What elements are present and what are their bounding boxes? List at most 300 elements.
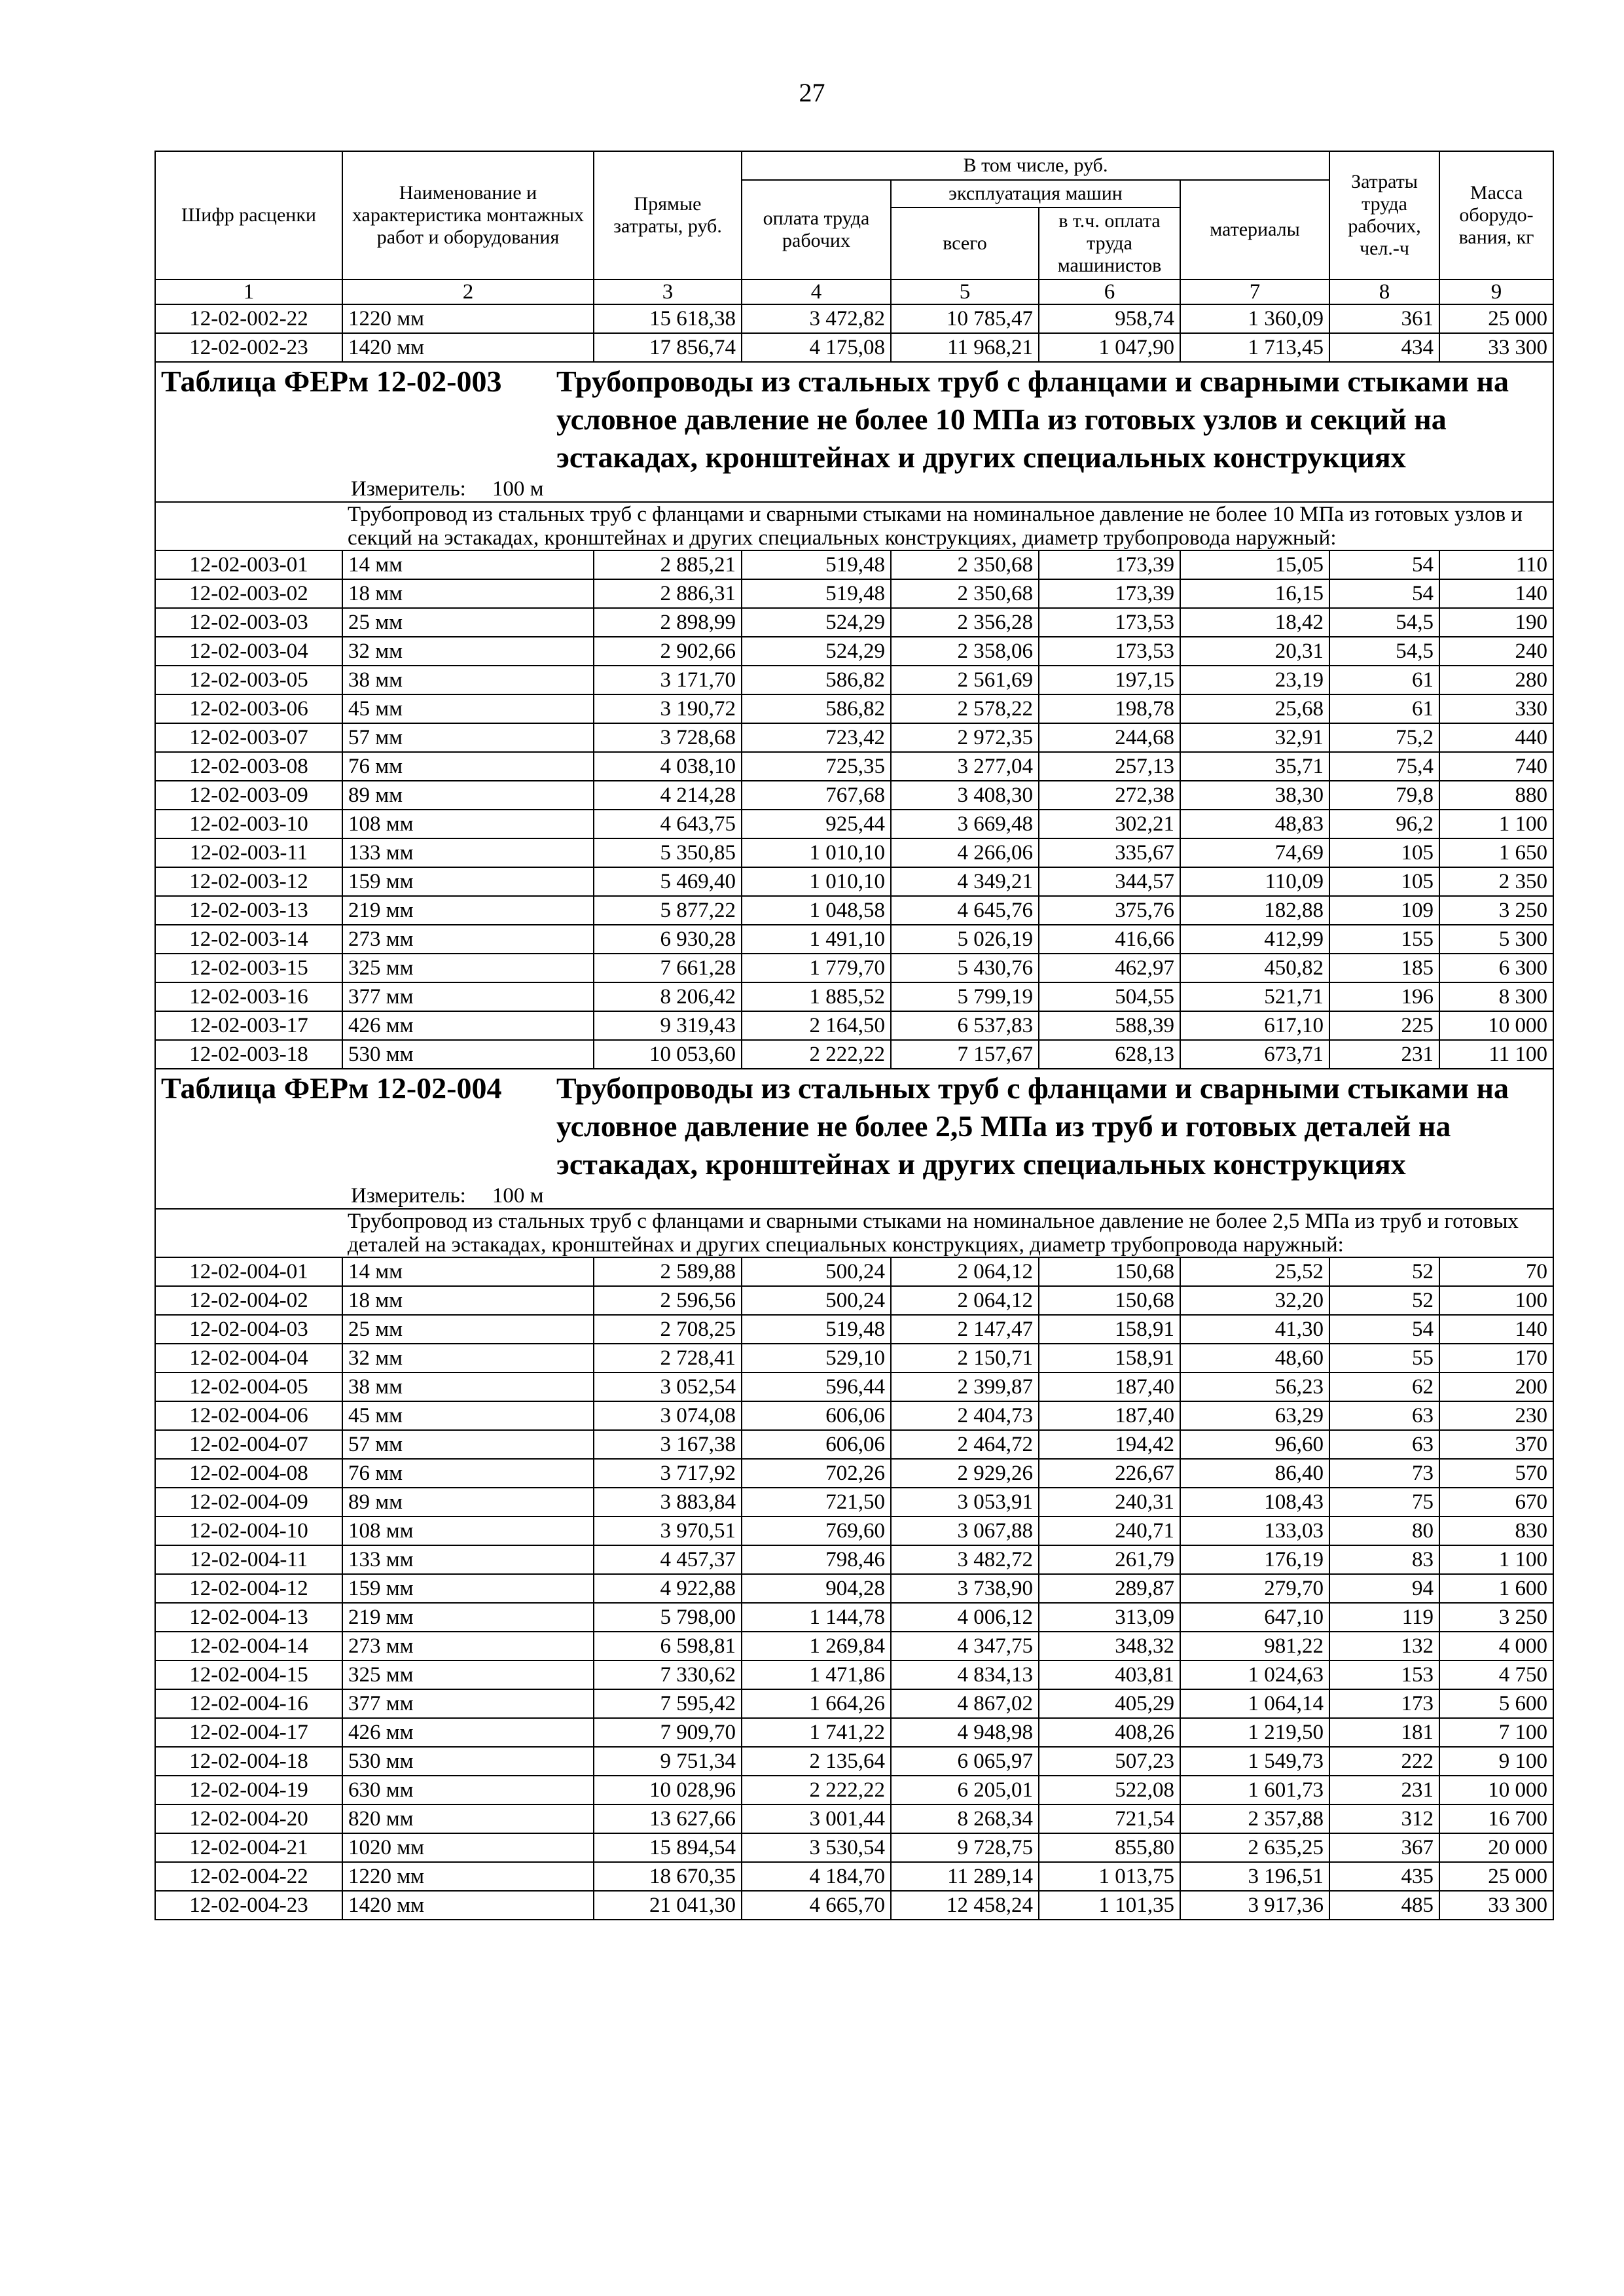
cell-value: 150,68 [1039,1257,1180,1286]
cell-value: 9 728,75 [891,1833,1039,1862]
cell-value: 3 074,08 [594,1401,742,1430]
cell-value: 155 [1329,925,1439,954]
cell-value: 617,10 [1180,1011,1329,1040]
rate-code: 12-02-003-01 [155,550,342,579]
cell-value: 2 358,06 [891,637,1039,666]
cell-value: 2 404,73 [891,1401,1039,1430]
table-label: Таблица ФЕРм 12-02-004 [161,1071,502,1105]
cell-value: 56,23 [1180,1372,1329,1401]
table-row [155,1488,1553,1516]
cell-value: 3 408,30 [891,781,1039,810]
rate-code: 12-02-003-06 [155,694,342,723]
cell-value: 16 700 [1439,1804,1553,1833]
cell-value: 2 350,68 [891,579,1039,608]
cell-value: 1 471,86 [742,1660,891,1689]
cell-value: 3 482,72 [891,1545,1039,1574]
cell-value: 375,76 [1039,896,1180,925]
cell-value: 524,29 [742,637,891,666]
cell-value: 3 250 [1439,1603,1553,1632]
cell-value: 4 948,98 [891,1718,1039,1747]
pipe-diameter: 630 мм [342,1776,594,1804]
cell-value: 2 350 [1439,867,1553,896]
cell-value: 196 [1329,982,1439,1011]
cell-value: 150,68 [1039,1286,1180,1315]
rate-code: 12-02-004-20 [155,1804,342,1833]
rate-code: 12-02-003-10 [155,810,342,838]
rate-code: 12-02-002-22 [155,304,342,333]
table-row [155,1660,1553,1689]
pipe-diameter: 133 мм [342,1545,594,1574]
cell-value: 5 430,76 [891,954,1039,982]
table-row [155,579,1553,608]
rate-code: 12-02-003-09 [155,781,342,810]
page-number: 27 [799,78,825,107]
rate-code: 12-02-004-04 [155,1344,342,1372]
pipe-diameter: 219 мм [342,1603,594,1632]
cell-value: 75 [1329,1488,1439,1516]
cell-value: 435 [1329,1862,1439,1891]
cell-value: 119 [1329,1603,1439,1632]
cell-value: 170 [1439,1344,1553,1372]
cell-value: 23,19 [1180,666,1329,694]
pipe-diameter: 18 мм [342,579,594,608]
header-worker-pay: оплата труда рабочих [742,180,891,279]
pipe-diameter: 530 мм [342,1747,594,1776]
cell-value: 18,42 [1180,608,1329,637]
cell-value: 6 598,81 [594,1632,742,1660]
header-equipment-mass: Масса оборудо-вания, кг [1439,151,1553,279]
cell-value: 158,91 [1039,1315,1180,1344]
table-row [155,1040,1553,1069]
cell-value: 100 [1439,1286,1553,1315]
header-code: Шифр расценки [155,151,342,279]
cell-value: 1 664,26 [742,1689,891,1718]
cell-value: 2 885,21 [594,550,742,579]
table-row [155,982,1553,1011]
cell-value: 8 268,34 [891,1804,1039,1833]
rate-code: 12-02-003-13 [155,896,342,925]
cell-value: 10 000 [1439,1011,1553,1040]
cell-value: 3 067,88 [891,1516,1039,1545]
cell-value: 519,48 [742,1315,891,1344]
cell-value: 4 665,70 [742,1891,891,1920]
column-number: 7 [1180,279,1329,304]
cell-value: 570 [1439,1459,1553,1488]
rate-code: 12-02-003-11 [155,838,342,867]
cell-value: 2 589,88 [594,1257,742,1286]
cell-value: 10 053,60 [594,1040,742,1069]
rate-code: 12-02-004-16 [155,1689,342,1718]
cell-value: 52 [1329,1286,1439,1315]
cell-value: 197,15 [1039,666,1180,694]
cell-value: 96,60 [1180,1430,1329,1459]
cell-value: 880 [1439,781,1553,810]
cell-value: 344,57 [1039,867,1180,896]
cell-value: 10 785,47 [891,304,1039,333]
cell-value: 5 300 [1439,925,1553,954]
rate-code: 12-02-004-02 [155,1286,342,1315]
cell-value: 904,28 [742,1574,891,1603]
column-number: 2 [342,279,594,304]
table-row [155,1776,1553,1804]
cell-value: 4 643,75 [594,810,742,838]
cell-value: 769,60 [742,1516,891,1545]
cell-value: 1 269,84 [742,1632,891,1660]
table-row [155,752,1553,781]
pipe-diameter: 1420 мм [342,1891,594,1920]
pipe-diameter: 159 мм [342,867,594,896]
cell-value: 302,21 [1039,810,1180,838]
cell-value: 173,39 [1039,579,1180,608]
cell-value: 725,35 [742,752,891,781]
pipe-diameter: 38 мм [342,1372,594,1401]
rate-code: 12-02-004-23 [155,1891,342,1920]
description-row [155,502,1553,550]
rate-code: 12-02-004-21 [155,1833,342,1862]
cell-value: 958,74 [1039,304,1180,333]
pipe-diameter: 159 мм [342,1574,594,1603]
cell-value: 109 [1329,896,1439,925]
cell-value: 2 898,99 [594,608,742,637]
cell-value: 61 [1329,694,1439,723]
cell-value: 507,23 [1039,1747,1180,1776]
cell-value: 2 064,12 [891,1257,1039,1286]
cell-value: 198,78 [1039,694,1180,723]
cell-value: 32,91 [1180,723,1329,752]
cell-value: 41,30 [1180,1315,1329,1344]
cell-value: 2 708,25 [594,1315,742,1344]
cell-value: 3 001,44 [742,1804,891,1833]
cell-value: 280 [1439,666,1553,694]
cell-value: 5 798,00 [594,1603,742,1632]
pipe-diameter: 45 мм [342,694,594,723]
cell-value: 2 222,22 [742,1776,891,1804]
rate-code: 12-02-004-15 [155,1660,342,1689]
cell-value: 261,79 [1039,1545,1180,1574]
cell-value: 440 [1439,723,1553,752]
cell-value: 8 206,42 [594,982,742,1011]
cell-value: 3 883,84 [594,1488,742,1516]
cell-value: 4 867,02 [891,1689,1039,1718]
pipe-diameter: 57 мм [342,1430,594,1459]
cell-value: 173,39 [1039,550,1180,579]
cell-value: 4 214,28 [594,781,742,810]
rate-code: 12-02-004-01 [155,1257,342,1286]
cell-value: 230 [1439,1401,1553,1430]
cell-value: 62 [1329,1372,1439,1401]
cell-value: 3 053,91 [891,1488,1039,1516]
pipe-diameter: 273 мм [342,925,594,954]
cell-value: 1 549,73 [1180,1747,1329,1776]
rate-code: 12-02-004-06 [155,1401,342,1430]
cell-value: 1 101,35 [1039,1891,1180,1920]
cell-value: 6 300 [1439,954,1553,982]
cell-value: 33 300 [1439,1891,1553,1920]
cell-value: 257,13 [1039,752,1180,781]
header-machinist-pay: в т.ч. оплата труда машинистов [1039,207,1180,279]
cell-value: 521,71 [1180,982,1329,1011]
header-including: В том числе, руб. [742,151,1329,180]
rate-code: 12-02-003-15 [155,954,342,982]
cell-value: 5 600 [1439,1689,1553,1718]
cell-value: 4 750 [1439,1660,1553,1689]
cell-value: 25 000 [1439,304,1553,333]
cell-value: 173,53 [1039,608,1180,637]
cell-value: 10 000 [1439,1776,1553,1804]
rate-code: 12-02-004-22 [155,1862,342,1891]
cell-value: 647,10 [1180,1603,1329,1632]
cell-value: 15,05 [1180,550,1329,579]
table-description: Трубопровод из стальных труб с фланцами и сварными стыками на номинальное давление не более 2,5 МПа из труб и готовых деталей на эстакадах, кронштейнах и других специальных конструкциях, диаметр трубопровода наружный: [342,1209,1553,1257]
rate-code: 12-02-004-07 [155,1430,342,1459]
header-labor-hours: Затраты труда рабочих, чел.-ч [1329,151,1439,279]
cell-value: 272,38 [1039,781,1180,810]
cell-value: 94 [1329,1574,1439,1603]
cell-value: 96,2 [1329,810,1439,838]
empty-cell [155,502,342,550]
cell-value: 80 [1329,1516,1439,1545]
rate-code: 12-02-004-11 [155,1545,342,1574]
cell-value: 9 319,43 [594,1011,742,1040]
cell-value: 33 300 [1439,333,1553,362]
pipe-diameter: 426 мм [342,1011,594,1040]
pipe-diameter: 325 мм [342,1660,594,1689]
cell-value: 140 [1439,579,1553,608]
cell-value: 586,82 [742,694,891,723]
table-row [155,838,1553,867]
cell-value: 522,08 [1039,1776,1180,1804]
table-row [155,666,1553,694]
cell-value: 25,52 [1180,1257,1329,1286]
pipe-diameter: 45 мм [342,1401,594,1430]
pipe-diameter: 18 мм [342,1286,594,1315]
cell-value: 3 669,48 [891,810,1039,838]
column-numbers-row [155,279,1553,304]
rate-code: 12-02-004-18 [155,1747,342,1776]
pipe-diameter: 530 мм [342,1040,594,1069]
table-description: Трубопровод из стальных труб с фланцами и сварными стыками на номинальное давление не более 10 МПа из готовых узлов и секций на эстакадах, кронштейнах и других специальных конструкциях, диаметр трубопровода наружный: [342,502,1553,550]
cell-value: 9 100 [1439,1747,1553,1776]
cell-value: 1 024,63 [1180,1660,1329,1689]
cell-value: 313,09 [1039,1603,1180,1632]
pipe-diameter: 426 мм [342,1718,594,1747]
column-number: 3 [594,279,742,304]
cell-value: 158,91 [1039,1344,1180,1372]
column-number: 1 [155,279,342,304]
cell-value: 173,53 [1039,637,1180,666]
table-row [155,1459,1553,1488]
pipe-diameter: 273 мм [342,1632,594,1660]
cell-value: 981,22 [1180,1632,1329,1660]
cell-value: 606,06 [742,1401,891,1430]
cell-value: 63 [1329,1401,1439,1430]
table-row [155,925,1553,954]
cell-value: 3 917,36 [1180,1891,1329,1920]
cell-value: 20,31 [1180,637,1329,666]
table-row [155,1891,1553,1920]
pipe-diameter: 1020 мм [342,1833,594,1862]
pipe-diameter: 377 мм [342,982,594,1011]
cell-value: 48,83 [1180,810,1329,838]
cell-value: 182,88 [1180,896,1329,925]
measurement-unit [161,476,1547,501]
cell-value: 312 [1329,1804,1439,1833]
meter-value: 100 м [492,477,544,501]
table-title: Трубопроводы из стальных труб с фланцами и сварными стыками на условное давление не более 10 МПа из готовых узлов и секций на эстакадах, кронштейнах и других специальных конструкциях [556,365,1509,474]
cell-value: 504,55 [1039,982,1180,1011]
table-heading-row [155,362,1553,502]
cell-value: 500,24 [742,1257,891,1286]
cell-value: 348,32 [1039,1632,1180,1660]
cell-value: 2 464,72 [891,1430,1039,1459]
cell-value: 1 010,10 [742,838,891,867]
table-row [155,608,1553,637]
rate-code: 12-02-004-13 [155,1603,342,1632]
cell-value: 240 [1439,637,1553,666]
cell-value: 1 100 [1439,1545,1553,1574]
cell-value: 187,40 [1039,1372,1180,1401]
cell-value: 4 457,37 [594,1545,742,1574]
cell-value: 4 922,88 [594,1574,742,1603]
cell-value: 83 [1329,1545,1439,1574]
cell-value: 2 561,69 [891,666,1039,694]
cell-value: 7 330,62 [594,1660,742,1689]
cell-value: 1 713,45 [1180,333,1329,362]
rate-code: 12-02-003-04 [155,637,342,666]
cell-value: 6 537,83 [891,1011,1039,1040]
cell-value: 3 530,54 [742,1833,891,1862]
cell-value: 25,68 [1180,694,1329,723]
cell-value: 4 645,76 [891,896,1039,925]
meter-label: Измеритель: [351,477,466,501]
meter-value: 100 м [492,1184,544,1208]
measurement-unit [161,1183,1547,1208]
cell-value: 2 635,25 [1180,1833,1329,1862]
cell-value: 7 157,67 [891,1040,1039,1069]
rate-code: 12-02-004-19 [155,1776,342,1804]
rate-code: 12-02-003-17 [155,1011,342,1040]
cell-value: 1 013,75 [1039,1862,1180,1891]
description-row [155,1209,1553,1257]
cell-value: 8 300 [1439,982,1553,1011]
cell-value: 1 048,58 [742,896,891,925]
cell-value: 1 100 [1439,810,1553,838]
meter-label: Измеритель: [351,1184,466,1208]
cell-value: 606,06 [742,1430,891,1459]
cell-value: 187,40 [1039,1401,1180,1430]
cell-value: 231 [1329,1776,1439,1804]
cell-value: 335,67 [1039,838,1180,867]
table-row [155,1286,1553,1315]
cell-value: 2 596,56 [594,1286,742,1315]
cell-value: 244,68 [1039,723,1180,752]
cell-value: 1 360,09 [1180,304,1329,333]
cell-value: 723,42 [742,723,891,752]
cell-value: 240,31 [1039,1488,1180,1516]
cell-value: 2 135,64 [742,1747,891,1776]
rate-code: 12-02-004-08 [155,1459,342,1488]
cell-value: 450,82 [1180,954,1329,982]
table-row [155,1372,1553,1401]
cell-value: 222 [1329,1747,1439,1776]
pipe-diameter: 25 мм [342,1315,594,1344]
cell-value: 1 064,14 [1180,1689,1329,1718]
cell-value: 132 [1329,1632,1439,1660]
rate-code: 12-02-003-05 [155,666,342,694]
cell-value: 1 491,10 [742,925,891,954]
pipe-diameter: 89 мм [342,781,594,810]
table-row [155,1689,1553,1718]
table-row [155,1315,1553,1344]
cell-value: 32,20 [1180,1286,1329,1315]
pipe-diameter: 1220 мм [342,304,594,333]
cell-value: 54 [1329,1315,1439,1344]
table-row [155,637,1553,666]
cell-value: 4 834,13 [891,1660,1039,1689]
table-row [155,810,1553,838]
cell-value: 1 779,70 [742,954,891,982]
cell-value: 2 222,22 [742,1040,891,1069]
cell-value: 524,29 [742,608,891,637]
pipe-diameter: 325 мм [342,954,594,982]
cell-value: 1 144,78 [742,1603,891,1632]
cell-value: 4 006,12 [891,1603,1039,1632]
cell-value: 5 026,19 [891,925,1039,954]
table-row [155,1545,1553,1574]
cell-value: 15 618,38 [594,304,742,333]
cell-value: 3 717,92 [594,1459,742,1488]
rate-code: 12-02-004-09 [155,1488,342,1516]
cell-value: 75,4 [1329,752,1439,781]
cell-value: 1 601,73 [1180,1776,1329,1804]
cell-value: 3 728,68 [594,723,742,752]
column-number: 6 [1039,279,1180,304]
pipe-diameter: 377 мм [342,1689,594,1718]
cell-value: 185 [1329,954,1439,982]
cell-value: 1 600 [1439,1574,1553,1603]
pipe-diameter: 1420 мм [342,333,594,362]
cell-value: 2 064,12 [891,1286,1039,1315]
table-heading-row [155,1069,1553,1209]
cell-value: 54 [1329,579,1439,608]
pipe-diameter: 108 мм [342,1516,594,1545]
cell-value: 1 885,52 [742,982,891,1011]
cell-value: 6 205,01 [891,1776,1039,1804]
cell-value: 2 929,26 [891,1459,1039,1488]
cell-value: 35,71 [1180,752,1329,781]
cell-value: 105 [1329,867,1439,896]
table-row [155,1804,1553,1833]
header-name: Наименование и характеристика монтажных работ и оборудования [342,151,594,279]
cell-value: 74,69 [1180,838,1329,867]
table-row [155,1862,1553,1891]
table-row [155,333,1553,362]
cell-value: 63 [1329,1430,1439,1459]
rate-code: 12-02-002-23 [155,333,342,362]
cell-value: 588,39 [1039,1011,1180,1040]
table-row [155,954,1553,982]
pipe-diameter: 76 мм [342,752,594,781]
cell-value: 133,03 [1180,1516,1329,1545]
table-row [155,1516,1553,1545]
pipe-diameter: 76 мм [342,1459,594,1488]
rate-code: 12-02-004-03 [155,1315,342,1344]
cell-value: 11 100 [1439,1040,1553,1069]
cell-value: 12 458,24 [891,1891,1039,1920]
rate-code: 12-02-003-07 [155,723,342,752]
table-row [155,1632,1553,1660]
rate-code: 12-02-003-12 [155,867,342,896]
